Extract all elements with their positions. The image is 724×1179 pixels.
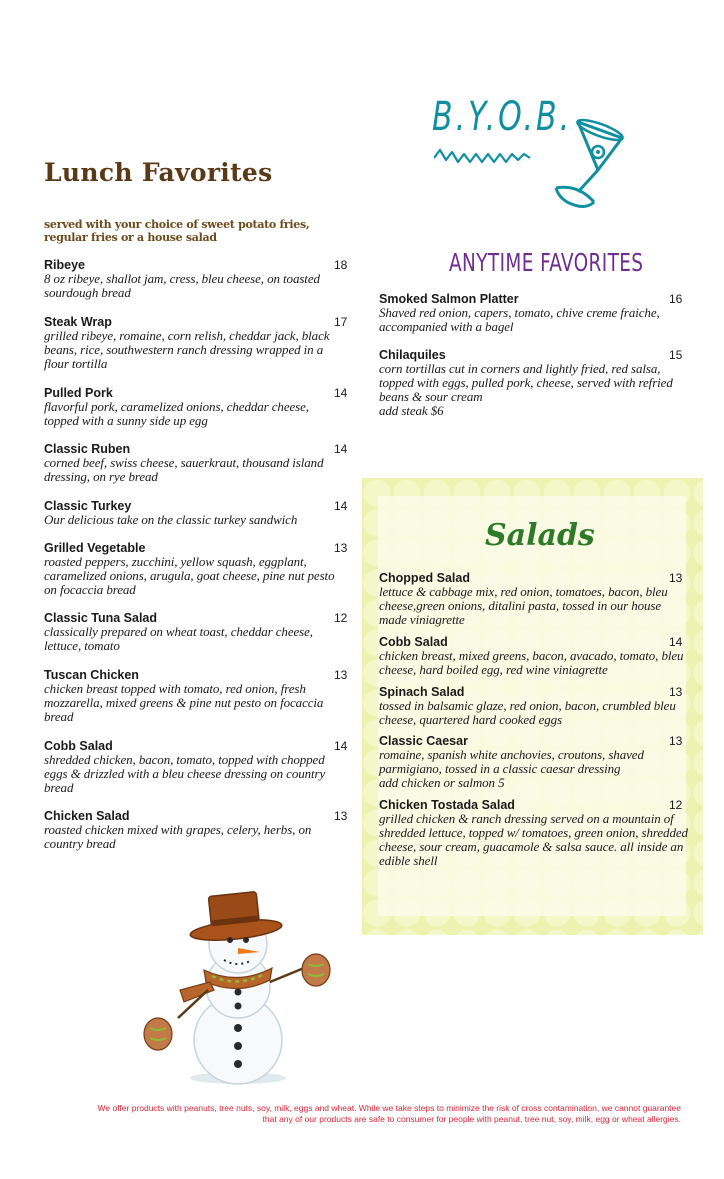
- item-price: 18: [334, 258, 348, 272]
- martini-glass-icon: [548, 118, 630, 214]
- item-name: Classic Ruben: [44, 442, 131, 456]
- item-name: Chopped Salad: [379, 571, 470, 585]
- item-name: Chicken Tostada Salad: [379, 798, 515, 812]
- anytime-favorites-title: ANYTIME FAVORITES: [449, 248, 644, 277]
- menu-item-steak-wrap: [44, 315, 348, 371]
- item-name: Tuscan Chicken: [44, 668, 139, 682]
- item-desc: corn tortillas cut in corners and lightly fried, red salsa, topped with eggs, pulled pork, cheese, served with refried beans & sour cream: [379, 361, 673, 404]
- item-name: Classic Tuna Salad: [44, 611, 158, 625]
- menu-item-classic-tuna-salad: [44, 611, 348, 653]
- allergy-line-1: We offer products with peanuts, tree nuts, soy, milk, eggs and wheat. While we take steps to minimize the risk of cross contamination, we cannot guarantee: [97, 1103, 681, 1113]
- salad-item-chicken-tostada: [379, 798, 689, 868]
- menu-item-classic-turkey: [44, 499, 348, 527]
- item-price: 13: [334, 541, 348, 555]
- menu-item-classic-ruben: [44, 442, 348, 484]
- item-desc: grilled ribeye, romaine, corn relish, cheddar jack, black beans, rice, southwestern ranch dressing wrapped in a flour tortilla: [44, 328, 330, 371]
- salads-title: Salads: [485, 518, 595, 553]
- item-desc: corned beef, swiss cheese, sauerkraut, thousand island dressing, on rye bread: [44, 455, 324, 484]
- lunch-favorites-title: Lunch Favorites: [44, 158, 273, 187]
- item-desc: grilled chicken & ranch dressing served on a mountain of shredded lettuce, topped w/ tomatoes, green onion, shredded cheese, sour cream, guacamole & salsa sauce. all inside an edible shell: [379, 811, 688, 868]
- item-desc: 8 oz ribeye, shallot jam, cress, bleu cheese, on toasted sourdough bread: [44, 271, 320, 300]
- item-name: Spinach Salad: [379, 685, 465, 699]
- item-desc: roasted peppers, zucchini, yellow squash, eggplant, caramelized onions, arugula, goat cheese, pine nut pesto on focaccia bread: [44, 554, 335, 597]
- item-desc: chicken breast topped with tomato, red onion, fresh mozzarella, mixed greens & pine nut pesto on focaccia bread: [44, 681, 324, 724]
- item-price: 12: [669, 798, 683, 812]
- item-name: Ribeye: [44, 258, 85, 272]
- item-name: Classic Caesar: [379, 734, 468, 748]
- menu-item-tuscan-chicken: [44, 668, 348, 724]
- squiggle-underline-icon: [434, 148, 554, 166]
- item-desc: classically prepared on wheat toast, cheddar cheese, lettuce, tomato: [44, 624, 313, 653]
- item-name: Chicken Salad: [44, 809, 130, 823]
- item-desc: roasted chicken mixed with grapes, celery, herbs, on country bread: [44, 822, 312, 851]
- item-price: 13: [334, 809, 348, 823]
- item-price: 12: [334, 611, 348, 625]
- snowman-illustration: [138, 878, 338, 1088]
- item-desc: romaine, spanish white anchovies, croutons, shaved parmigiano, tossed in a classic caesar dressing: [379, 747, 644, 776]
- menu-item-chilaquiles: [379, 348, 683, 418]
- byob-logo-text: B.Y.O.B.: [432, 94, 573, 140]
- item-price: 13: [669, 571, 683, 585]
- item-name: Pulled Pork: [44, 386, 113, 400]
- item-desc: Our delicious take on the classic turkey sandwich: [44, 512, 298, 527]
- item-price: 13: [669, 734, 683, 748]
- menu-item-smoked-salmon-platter: [379, 292, 689, 334]
- menu-item-cobb-salad: [44, 739, 348, 795]
- item-desc: shredded chicken, bacon, tomato, topped with chopped eggs & drizzled with a bleu cheese dressing on country bread: [44, 752, 326, 795]
- item-desc: tossed in balsamic glaze, red onion, bacon, crumbled bleu cheese, quartered hard cooked eggs: [379, 698, 676, 727]
- item-name: Cobb Salad: [44, 739, 113, 753]
- item-name: Cobb Salad: [379, 635, 448, 649]
- item-addon: add steak $6: [379, 403, 444, 418]
- item-name: Classic Turkey: [44, 499, 132, 513]
- item-price: 17: [334, 315, 348, 329]
- item-price: 13: [334, 668, 348, 682]
- item-price: 14: [334, 442, 348, 456]
- salad-item-chopped: [379, 571, 689, 627]
- item-name: Smoked Salmon Platter: [379, 292, 519, 306]
- menu-item-pulled-pork: [44, 386, 348, 428]
- salad-item-spinach: [379, 685, 689, 727]
- item-addon: add chicken or salmon 5: [379, 775, 505, 790]
- item-name: Chilaquiles: [379, 348, 446, 362]
- item-name: Grilled Vegetable: [44, 541, 146, 555]
- item-price: 15: [669, 348, 683, 362]
- item-desc: Shaved red onion, capers, tomato, chive creme fraiche, accompanied with a bagel: [379, 305, 660, 334]
- menu-item-ribeye: [44, 258, 348, 300]
- lunch-subtitle: served with your choice of sweet potato fries, regular fries or a house salad: [44, 218, 310, 244]
- salad-item-cobb: [379, 635, 689, 677]
- item-price: 14: [334, 386, 348, 400]
- item-price: 16: [669, 292, 683, 306]
- item-price: 14: [334, 739, 348, 753]
- item-desc: chicken breast, mixed greens, bacon, avacado, tomato, bleu cheese, hard boiled egg, red wine viniagrette: [379, 648, 684, 677]
- allergy-disclaimer: [40, 1103, 681, 1125]
- salad-item-classic-caesar: [379, 734, 689, 790]
- item-desc: lettuce & cabbage mix, red onion, tomatoes, bacon, bleu cheese,green onions, ditalini pasta, tossed in our house made viniagrette: [379, 584, 668, 627]
- item-price: 14: [669, 635, 683, 649]
- item-price: 14: [334, 499, 348, 513]
- allergy-line-2: that any of our products are safe to consumer for people with peanut, tree nut, soy, milk, egg or wheat allergies.: [262, 1114, 681, 1124]
- item-desc: flavorful pork, caramelized onions, cheddar cheese, topped with a sunny side up egg: [44, 399, 309, 428]
- item-price: 13: [669, 685, 683, 699]
- item-name: Steak Wrap: [44, 315, 112, 329]
- menu-item-chicken-salad: [44, 809, 348, 851]
- menu-item-grilled-vegetable: [44, 541, 348, 597]
